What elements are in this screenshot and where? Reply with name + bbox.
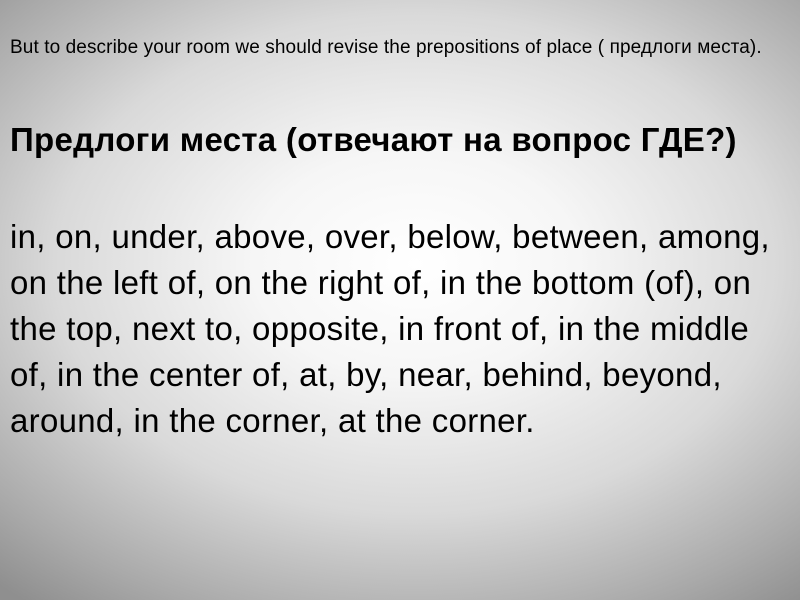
prepositions-list: in, on, under, above, over, below, between, among, on the left of, on the right of, in the bottom (of), on the top, next to, opposite, in front of, in the middle of, in the center of, at, by, near, behind, beyond, around, in the corner, at the corner. [10, 218, 770, 439]
intro-text: But to describe your room we should revise the prepositions of place ( предлоги места). [10, 37, 762, 58]
slide-heading: Предлоги места (отвечают на вопрос ГДЕ?) [10, 121, 737, 158]
